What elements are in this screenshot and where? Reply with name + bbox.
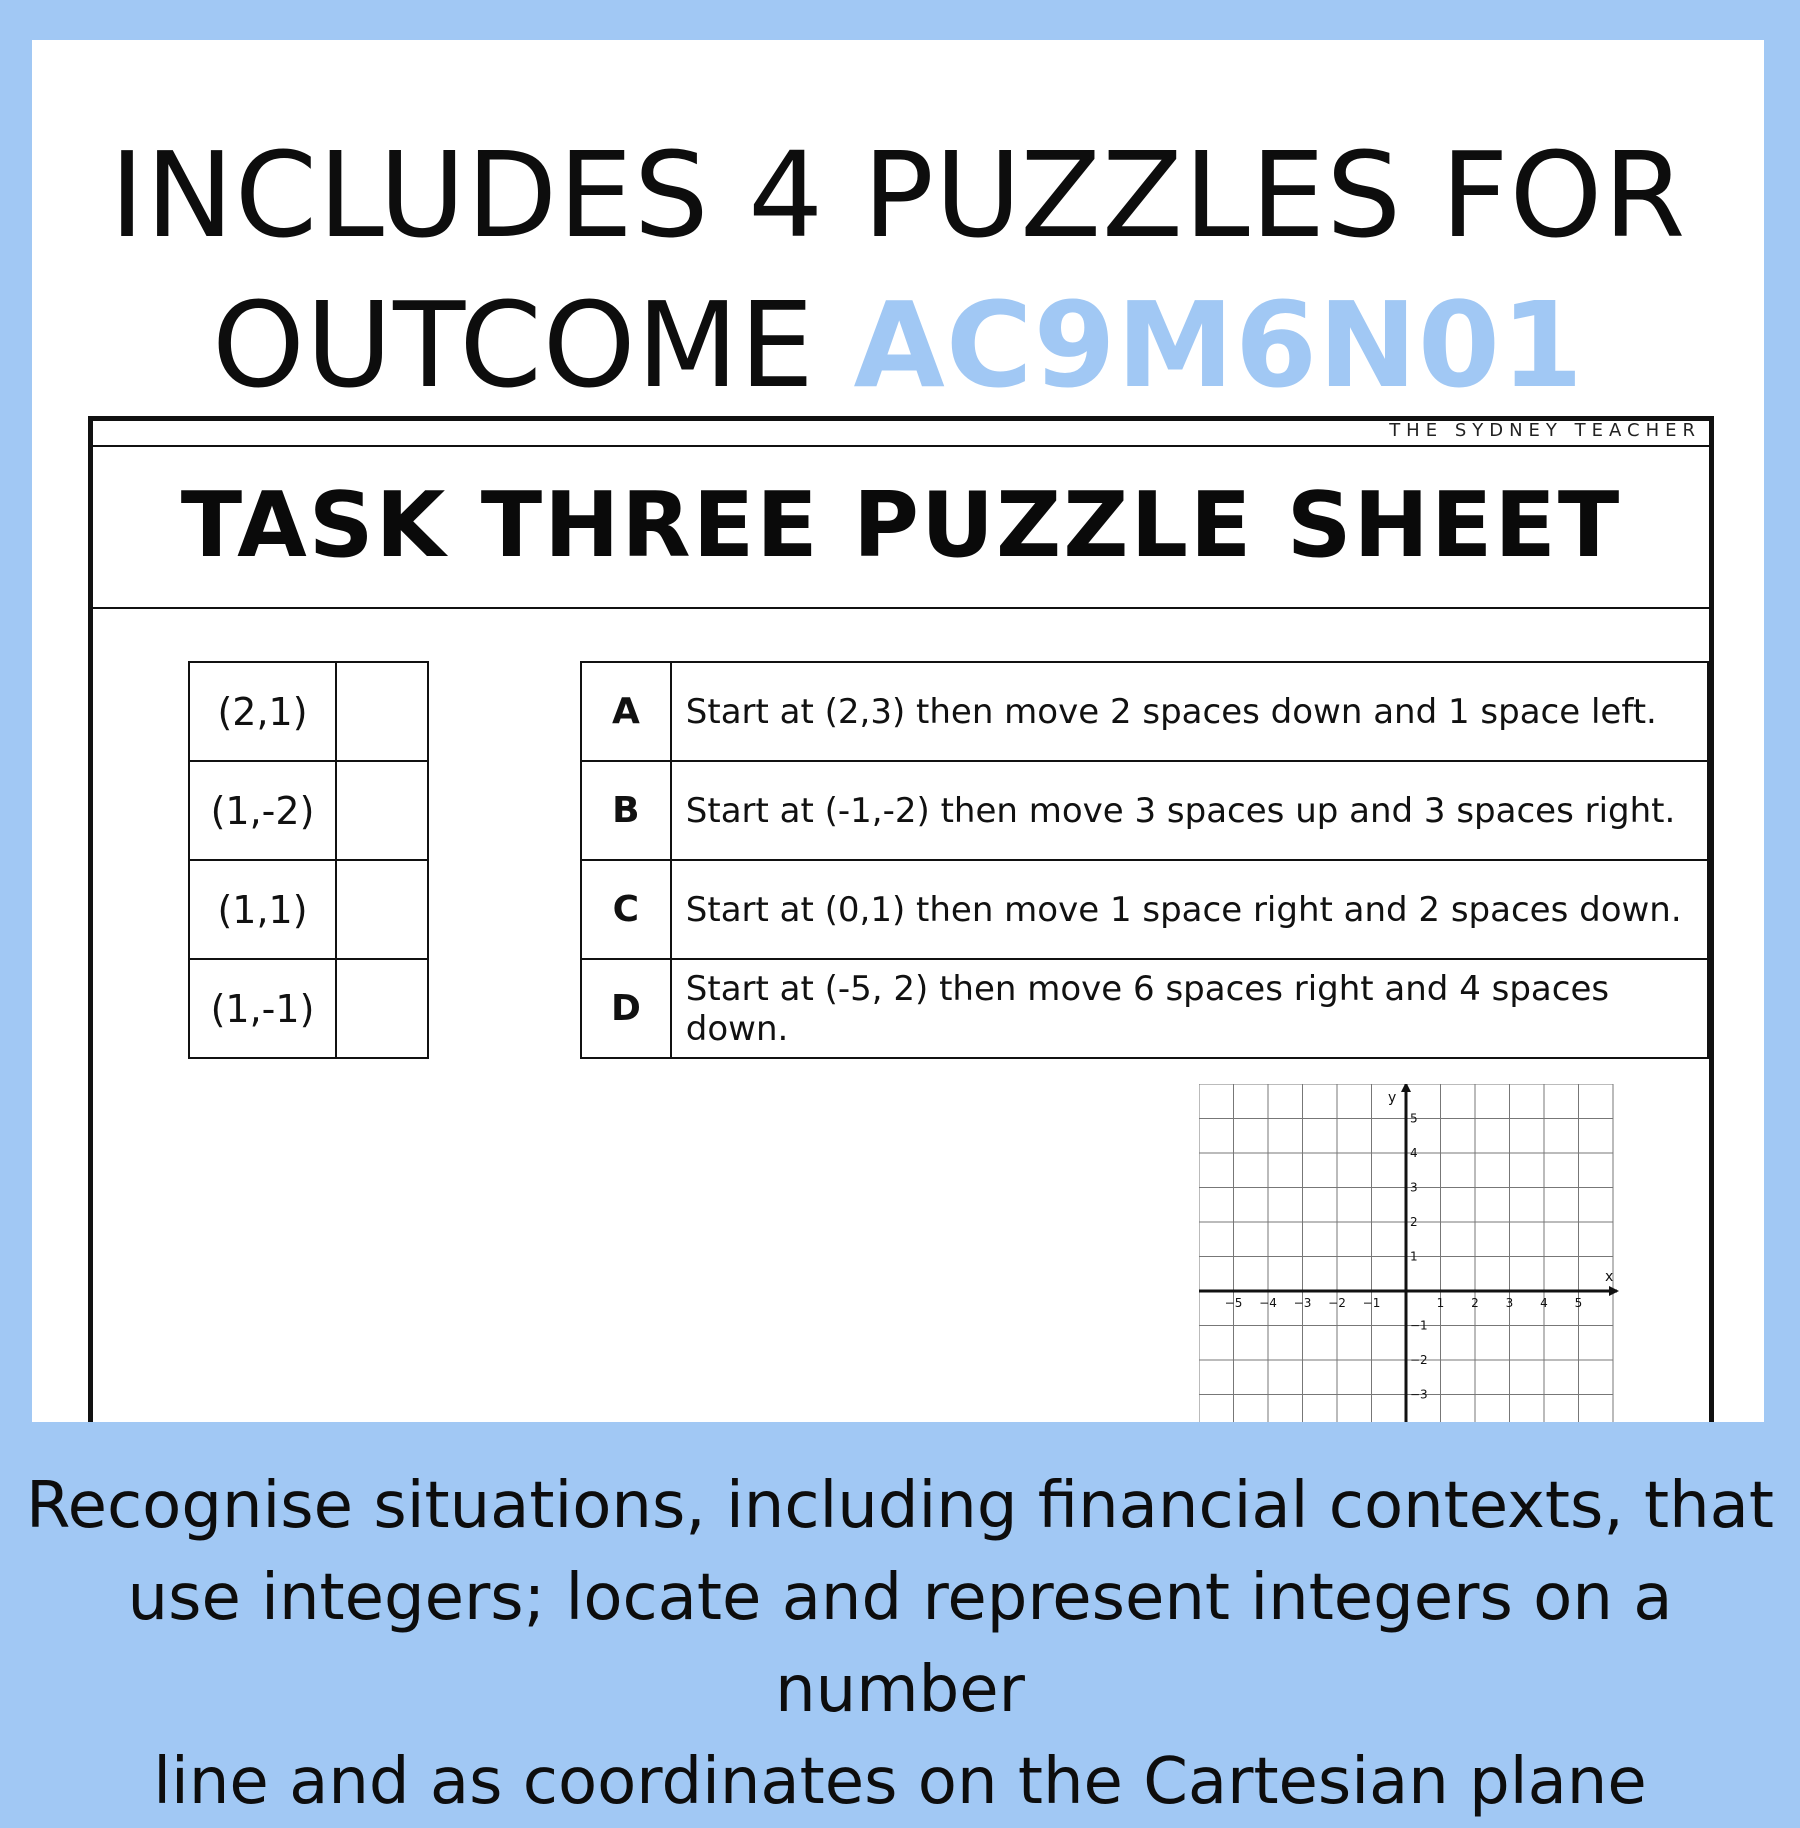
description-line-1: Recognise situations, including financial contexts, that bbox=[26, 1469, 1774, 1543]
x-tick-label: 4 bbox=[1540, 1296, 1548, 1310]
y-tick-label: −3 bbox=[1410, 1387, 1428, 1402]
table-row bbox=[581, 860, 1708, 959]
headline-line-1: INCLUDES 4 PUZZLES FOR bbox=[109, 126, 1687, 264]
white-card bbox=[32, 40, 1764, 1422]
cartesian-plane bbox=[1199, 1084, 1629, 1422]
clue-table bbox=[580, 661, 1709, 1059]
headline-outcome-label: OUTCOME bbox=[211, 276, 815, 414]
coordinate-cell: (1,1) bbox=[189, 860, 336, 959]
puzzle-sheet bbox=[88, 416, 1714, 1422]
y-tick-label: −1 bbox=[1410, 1318, 1428, 1333]
answer-cell bbox=[336, 860, 428, 959]
y-tick-label: 4 bbox=[1410, 1146, 1418, 1160]
clue-text: Start at (2,3) then move 2 spaces down and 1 space left. bbox=[671, 662, 1708, 761]
table-row bbox=[581, 959, 1708, 1058]
outcome-description bbox=[0, 1460, 1800, 1828]
y-axis-label: y bbox=[1388, 1090, 1397, 1106]
y-tick-label: −2 bbox=[1410, 1353, 1428, 1367]
y-tick-label: 1 bbox=[1410, 1249, 1418, 1264]
answer-cell bbox=[336, 662, 428, 761]
x-axis-label: x bbox=[1605, 1269, 1614, 1285]
clue-text: Start at (0,1) then move 1 space right and 2 spaces down. bbox=[671, 860, 1708, 959]
y-tick-label: 3 bbox=[1410, 1180, 1418, 1195]
table-row bbox=[581, 761, 1708, 860]
x-tick-label: 3 bbox=[1505, 1296, 1514, 1310]
coordinate-cell: (1,-2) bbox=[189, 761, 336, 860]
clue-letter: C bbox=[581, 860, 671, 959]
description-line-2: use integers; locate and represent integers on a number bbox=[127, 1561, 1673, 1727]
x-tick-label: −4 bbox=[1259, 1296, 1277, 1310]
table-row bbox=[189, 662, 428, 761]
x-tick-label: −3 bbox=[1293, 1296, 1312, 1310]
y-tick-label: 5 bbox=[1410, 1111, 1418, 1126]
answer-cell bbox=[336, 959, 428, 1058]
y-tick-label: 2 bbox=[1410, 1215, 1418, 1229]
clue-letter: D bbox=[581, 959, 671, 1058]
x-tick-label: −5 bbox=[1224, 1296, 1243, 1310]
x-tick-label: 2 bbox=[1471, 1296, 1479, 1310]
cartesian-grid bbox=[1199, 1084, 1629, 1422]
x-tick-label: 5 bbox=[1574, 1296, 1583, 1310]
x-tick-label: −2 bbox=[1328, 1296, 1346, 1310]
brand-label: THE SYDNEY TEACHER bbox=[1389, 420, 1701, 441]
table-row bbox=[189, 959, 428, 1058]
description-line-3: line and as coordinates on the Cartesian plane bbox=[153, 1745, 1647, 1819]
clue-letter: A bbox=[581, 662, 671, 761]
headline-line-2 bbox=[32, 270, 1764, 420]
coordinate-cell: (2,1) bbox=[189, 662, 336, 761]
title-divider bbox=[93, 607, 1709, 609]
sheet-top-rule bbox=[93, 445, 1709, 447]
headline bbox=[32, 120, 1764, 420]
clue-letter: B bbox=[581, 761, 671, 860]
x-tick-label: −1 bbox=[1362, 1296, 1381, 1310]
clue-text: Start at (-1,-2) then move 3 spaces up and 3 spaces right. bbox=[671, 761, 1708, 860]
coordinate-cell: (1,-1) bbox=[189, 959, 336, 1058]
table-row bbox=[581, 662, 1708, 761]
table-row bbox=[189, 761, 428, 860]
clue-text: Start at (-5, 2) then move 6 spaces right and 4 spaces down. bbox=[671, 959, 1708, 1058]
x-axis-arrow-icon bbox=[1609, 1286, 1619, 1296]
table-row bbox=[189, 860, 428, 959]
coordinate-table bbox=[188, 661, 429, 1059]
sheet-title: TASK THREE PUZZLE SHEET bbox=[180, 473, 1622, 578]
outcome-code: AC9M6N01 bbox=[853, 276, 1585, 414]
y-axis-arrow-icon bbox=[1401, 1084, 1411, 1092]
x-tick-label: 1 bbox=[1436, 1296, 1445, 1310]
answer-cell bbox=[336, 761, 428, 860]
